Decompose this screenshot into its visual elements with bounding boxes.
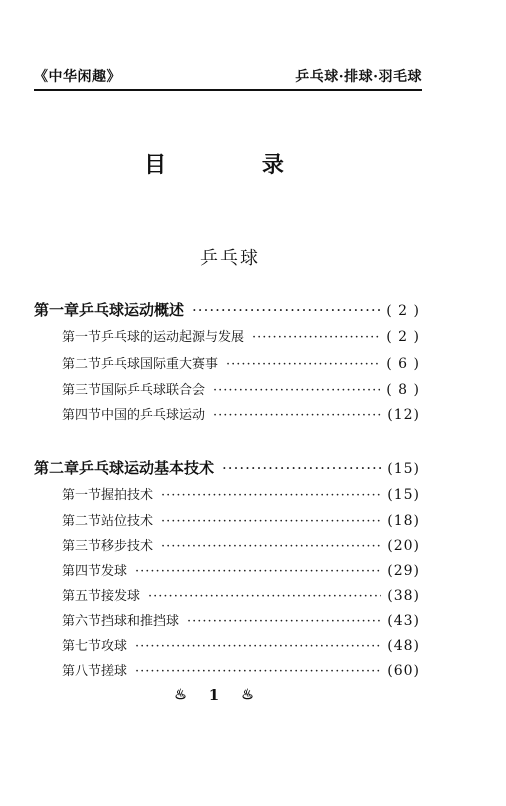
dot-leader <box>187 614 381 629</box>
page-reference: (15) <box>387 487 420 503</box>
section-title-text: 挡球和推挡球 <box>101 614 180 629</box>
section-title-text: 攻球 <box>101 639 128 654</box>
section-number: 第一节 <box>62 488 102 503</box>
section-number: 第三节 <box>62 383 102 398</box>
section-title-text: 握拍技术 <box>101 488 154 503</box>
page-reference: ( 2 ) <box>386 303 420 319</box>
chapter-title: 乒乓球运动概述 <box>79 301 185 319</box>
dot-leader <box>161 488 381 503</box>
chapter-number: 第一章 <box>34 301 80 319</box>
page-reference: (18) <box>387 513 420 529</box>
book-subject-title: 乒乓球·排球·羽毛球 <box>295 69 422 85</box>
toc-section <box>62 404 420 423</box>
toc-section <box>62 484 420 503</box>
page-title: 目 录 <box>144 152 328 178</box>
page-reference: (38) <box>387 588 420 604</box>
section-title-text: 中国的乒乓球运动 <box>101 408 206 423</box>
section-number: 第二节 <box>62 357 102 372</box>
section-title-text: 发球 <box>101 564 128 579</box>
page-reference: ( 8 ) <box>386 382 420 398</box>
toc-section <box>62 635 420 654</box>
section-title-text: 乒乓球国际重大赛事 <box>101 357 219 372</box>
toc-chapter-2 <box>34 457 420 478</box>
dot-leader <box>161 514 381 529</box>
dot-leader <box>222 459 381 477</box>
toc-section <box>62 660 420 679</box>
chapter-number: 第二章 <box>34 459 80 477</box>
ornament-icon: ♨ <box>174 687 187 703</box>
toc-section <box>62 610 420 629</box>
toc-section <box>62 379 420 398</box>
page-reference: ( 6 ) <box>386 356 420 372</box>
toc-chapter-1 <box>34 299 420 320</box>
page-reference: (29) <box>387 563 420 579</box>
dot-leader <box>148 589 381 604</box>
toc-section <box>62 585 420 604</box>
ornament-icon: ♨ <box>241 687 254 703</box>
page-footer <box>0 686 428 704</box>
section-title-text: 接发球 <box>101 589 141 604</box>
toc-section <box>62 535 420 554</box>
page-reference: ( 2 ) <box>386 329 420 345</box>
dot-leader <box>213 408 381 423</box>
page-reference: (20) <box>387 538 420 554</box>
dot-leader <box>135 664 381 679</box>
section-title: 乒乓球 <box>200 248 260 269</box>
section-title-text: 搓球 <box>101 664 128 679</box>
section-number: 第五节 <box>62 589 102 604</box>
page-reference: (60) <box>387 663 420 679</box>
toc-section <box>62 510 420 529</box>
section-number: 第四节 <box>62 564 102 579</box>
dot-leader <box>135 564 381 579</box>
section-number: 第四节 <box>62 408 102 423</box>
toc-section <box>62 326 420 345</box>
dot-leader <box>226 357 380 372</box>
chapter-title: 乒乓球运动基本技术 <box>79 459 215 477</box>
page-reference: (43) <box>387 613 420 629</box>
dot-leader <box>252 330 380 345</box>
page-reference: (48) <box>387 638 420 654</box>
section-number: 第八节 <box>62 664 102 679</box>
running-header <box>34 60 422 91</box>
page-number: 1 <box>208 686 220 704</box>
page-reference: (12) <box>387 407 420 423</box>
dot-leader <box>213 383 380 398</box>
section-title-text: 站位技术 <box>101 514 154 529</box>
toc-section <box>62 353 420 372</box>
section-title-text: 移步技术 <box>101 539 154 554</box>
dot-leader <box>135 639 381 654</box>
toc-section <box>62 560 420 579</box>
page-reference: (15) <box>387 461 420 477</box>
section-number: 第一节 <box>62 330 102 345</box>
section-number: 第六节 <box>62 614 102 629</box>
dot-leader <box>192 301 380 319</box>
section-number: 第三节 <box>62 539 102 554</box>
section-title-text: 乒乓球的运动起源与发展 <box>101 330 245 345</box>
section-number: 第二节 <box>62 514 102 529</box>
section-title-text: 国际乒乓球联合会 <box>101 383 206 398</box>
book-series-title: 《中华闲趣》 <box>34 69 121 85</box>
dot-leader <box>161 539 381 554</box>
section-number: 第七节 <box>62 639 102 654</box>
